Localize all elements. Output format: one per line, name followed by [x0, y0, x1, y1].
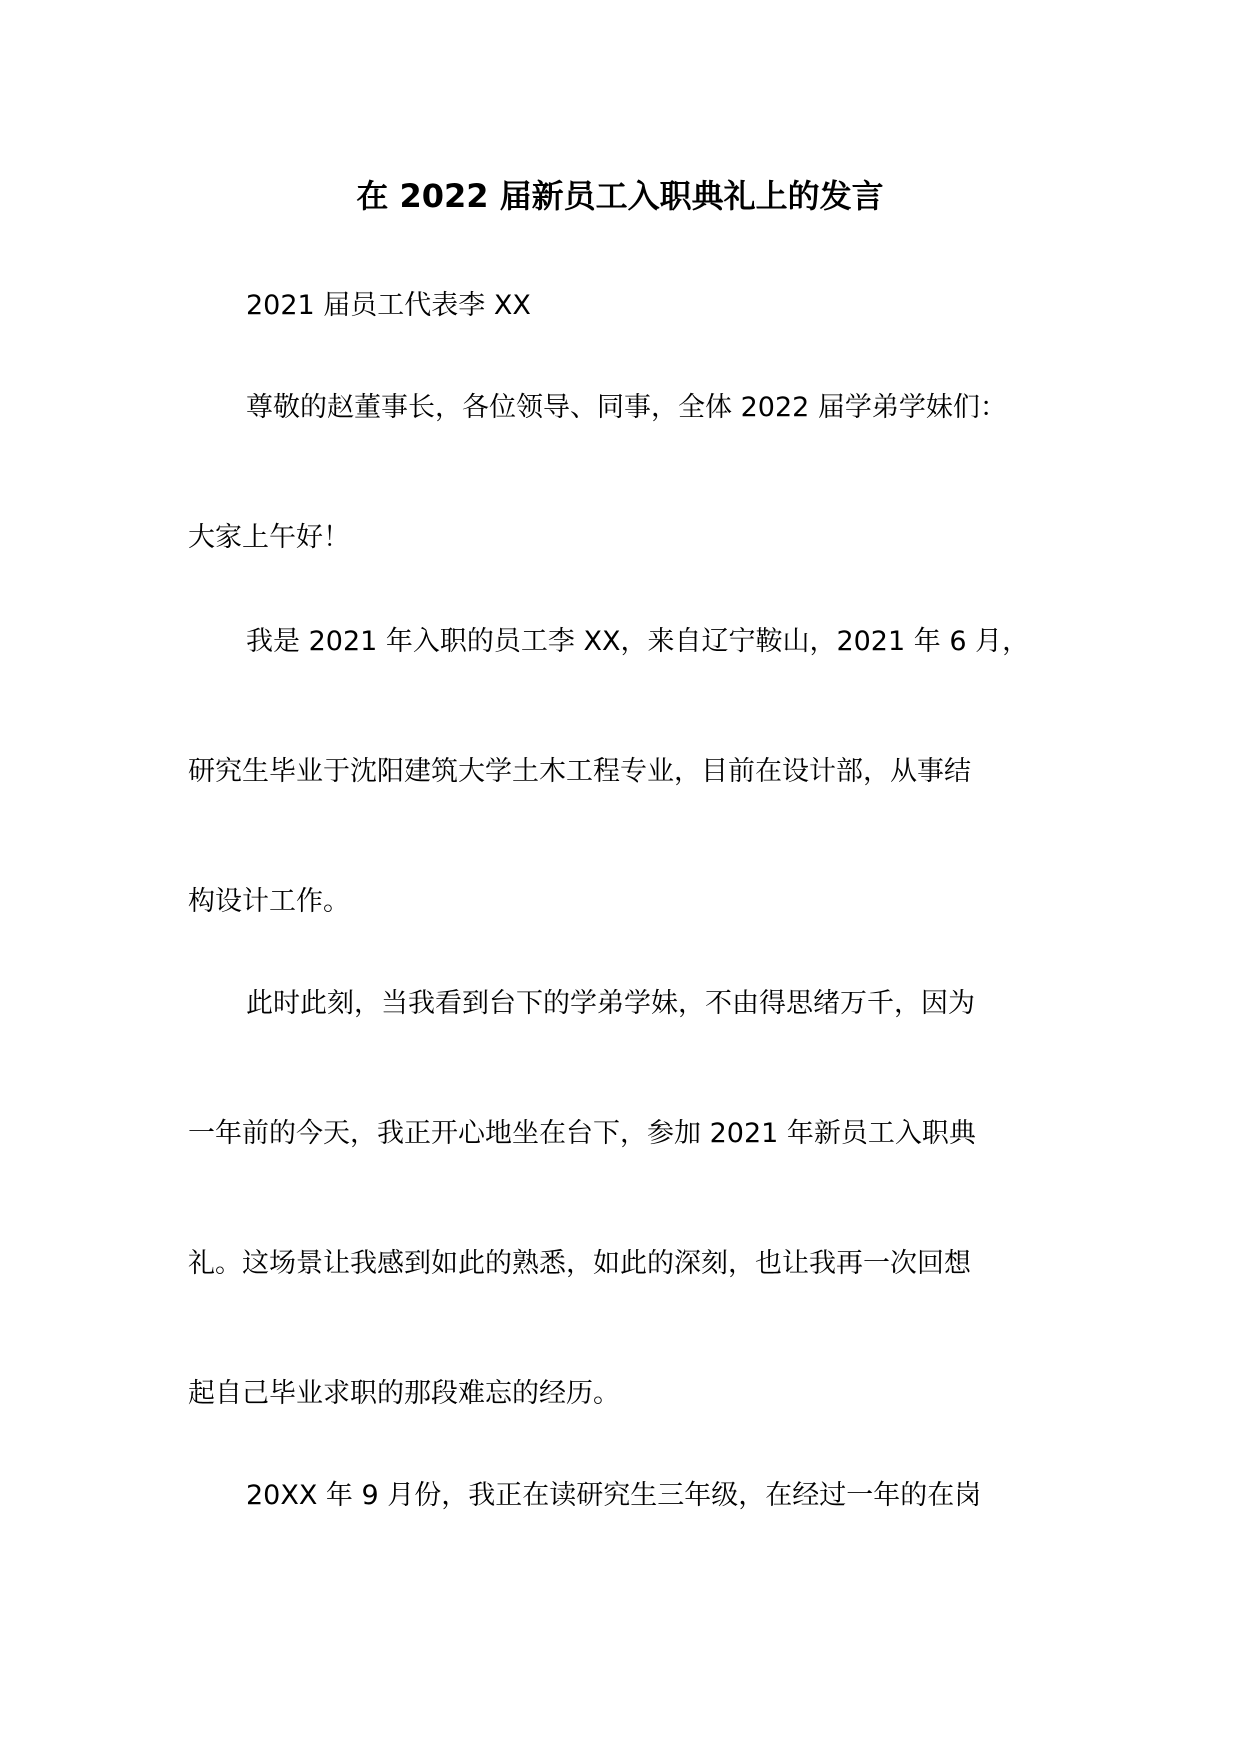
- paragraph-line: 20XX 年 9 月份，我正在读研究生三年级，在经过一年的在岗: [246, 1480, 982, 1511]
- greeting-line: 大家上午好！: [188, 522, 350, 553]
- paragraph-line: 礼。这场景让我感到如此的熟悉，如此的深刻，也让我再一次回想: [188, 1248, 971, 1279]
- paragraph-line: 研究生毕业于沈阳建筑大学土木工程专业，目前在设计部，从事结: [188, 756, 971, 787]
- salutation-line: 尊敬的赵董事长，各位领导、同事，全体 2022 届学弟学妹们：: [246, 392, 1007, 423]
- paragraph-line: 起自己毕业求职的那段难忘的经历。: [188, 1378, 620, 1409]
- paragraph-line: 此时此刻，当我看到台下的学弟学妹，不由得思绪万千，因为: [246, 988, 975, 1019]
- paragraph-line: 我是 2021 年入职的员工李 XX，来自辽宁鞍山，2021 年 6 月，: [246, 626, 1030, 657]
- paragraph-line: 构设计工作。: [188, 886, 350, 917]
- paragraph-line: 一年前的今天，我正开心地坐在台下，参加 2021 年新员工入职典: [188, 1118, 976, 1149]
- document-title: 在 2022 届新员工入职典礼上的发言: [356, 177, 884, 215]
- author-line: 2021 届员工代表李 XX: [246, 290, 531, 321]
